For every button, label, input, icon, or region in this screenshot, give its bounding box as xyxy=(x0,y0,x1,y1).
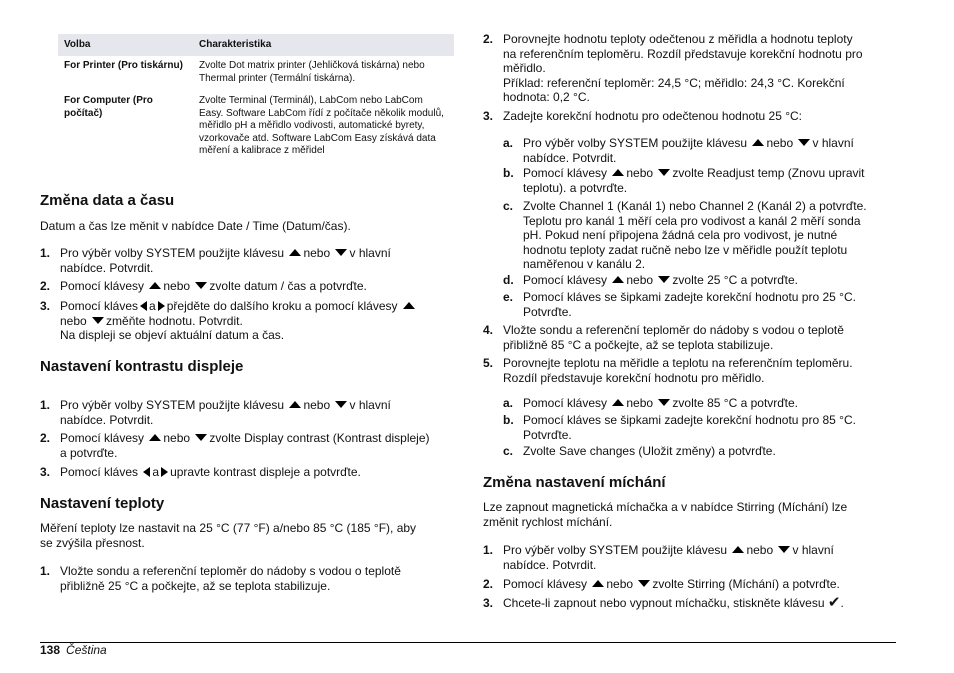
arrow-down-icon xyxy=(335,249,347,256)
section-intro: Datum a čas lze měnit v nabídce Date / Time (Datum/čas). xyxy=(40,219,351,233)
item-text: Chcete-li zapnout nebo vypnout míchačku, stiskněte klávesu xyxy=(503,596,825,610)
item-body xyxy=(503,323,844,352)
item-text: Pomocí kláves xyxy=(60,299,139,313)
item-number: 3. xyxy=(483,596,494,610)
arrow-down-icon xyxy=(92,317,104,324)
table-cell-desc: Zvolte Terminal (Terminál), LabCom nebo LabCom Easy. Software LabCom řídí z počítače několik modulů, měřidlo pH a měřidlo vodivosti, automatické byrety, vzorkovače atd. Software LabCom Easy získává data měření a kalibrace z měřidel xyxy=(199,95,444,156)
item-text: změňte hodnotu. Potvrdit. xyxy=(106,313,243,328)
item-text: nabídce. Potvrdit. xyxy=(60,412,154,427)
item-text: zvolte Readjust temp (Znovu upravit xyxy=(672,166,865,180)
item-number: 1. xyxy=(40,398,51,412)
item-number: 3. xyxy=(483,109,494,123)
item-text: nebo xyxy=(60,313,87,328)
item-text: Potvrďte. xyxy=(523,304,572,319)
item-text: pH. Pokud není připojena žádná cela pro vodivost, je nutné xyxy=(523,228,838,242)
table-cell-option: For Printer (Pro tiskárnu) xyxy=(64,60,183,71)
arrow-down-icon xyxy=(658,276,670,283)
arrow-up-icon xyxy=(403,302,415,309)
item-text: Na displeji se objeví aktuální datum a čas. xyxy=(60,328,285,342)
arrow-down-icon xyxy=(778,546,790,553)
item-text: zvolte Display contrast (Kontrast displeje) xyxy=(209,431,430,445)
item-text: přibližně 85 °C a počkejte, až se teplota stabilizuje. xyxy=(503,337,774,352)
item-text: Pomocí kláves xyxy=(60,465,139,479)
item-body xyxy=(503,32,863,105)
item-text: Pro výběr volby SYSTEM použijte klávesu xyxy=(60,398,285,412)
section-title-date-time: Změna data a času xyxy=(40,192,175,209)
item-body xyxy=(60,299,417,343)
section-intro xyxy=(483,500,896,529)
item-number: 2. xyxy=(40,279,51,293)
page-number: 138 xyxy=(40,643,61,657)
intro-line: změnit rychlost míchání. xyxy=(483,514,613,529)
item-text: v hlavní xyxy=(792,543,834,557)
arrow-up-icon xyxy=(732,546,744,553)
arrow-up-icon xyxy=(289,249,301,256)
item-letter: b. xyxy=(503,413,514,427)
item-text: v hlavní xyxy=(349,246,391,260)
item-text: Zvolte Save changes (Uložit změny) a potvrďte. xyxy=(523,444,776,458)
arrow-left-icon xyxy=(140,301,147,311)
arrow-down-icon xyxy=(195,434,207,441)
item-text: nabídce. Potvrdit. xyxy=(523,150,617,165)
table-row xyxy=(58,56,454,91)
item-text: Potvrďte. xyxy=(523,427,572,442)
item-text: nabídce. Potvrdit. xyxy=(503,557,597,572)
item-body xyxy=(503,543,834,572)
item-body xyxy=(523,413,856,442)
intro-line: Měření teploty lze nastavit na 25 °C (77 °F) a/nebo 85 °C (185 °F), aby xyxy=(40,521,417,535)
section-title-stirring: Změna nastavení míchání xyxy=(483,474,666,491)
arrow-down-icon xyxy=(335,401,347,408)
item-text: nebo xyxy=(163,279,191,293)
item-text: nebo xyxy=(626,273,654,287)
item-text: hodnotu teploty zadat ručně nebo lze v měřidle použít teplotu xyxy=(523,242,848,257)
intro-line: Lze zapnout magnetická míchačka a v nabídce Stirring (Míchání) lze xyxy=(483,500,848,514)
item-text: hodnota: 0,2 °C. xyxy=(503,90,590,104)
item-letter: c. xyxy=(503,444,514,458)
arrow-left-icon xyxy=(143,467,150,477)
item-body xyxy=(60,431,430,460)
item-text: a potvrďte. xyxy=(60,445,118,460)
item-number: 1. xyxy=(483,543,494,557)
item-text: zvolte 25 °C a potvrďte. xyxy=(672,273,798,287)
item-text: upravte kontrast displeje a potvrďte. xyxy=(170,465,361,479)
arrow-up-icon xyxy=(612,276,624,283)
item-letter: b. xyxy=(503,166,514,180)
item-text: Pomocí klávesy xyxy=(503,577,588,591)
item-text: a xyxy=(149,299,156,313)
item-letter: d. xyxy=(503,273,514,287)
item-text: zvolte datum / čas a potvrďte. xyxy=(209,279,367,293)
item-letter: a. xyxy=(503,136,514,150)
item-number: 2. xyxy=(40,431,51,445)
item-text: nabídce. Potvrdit. xyxy=(60,260,154,275)
arrow-up-icon xyxy=(752,139,764,146)
item-text: Zvolte Channel 1 (Kanál 1) nebo Channel 2 (Kanál 2) a potvrďte. xyxy=(523,199,867,213)
item-body xyxy=(523,166,865,195)
arrow-down-icon xyxy=(638,580,650,587)
item-number: 2. xyxy=(483,32,494,46)
arrow-up-icon xyxy=(592,580,604,587)
arrow-up-icon xyxy=(149,282,161,289)
item-number: 1. xyxy=(40,564,51,578)
item-body xyxy=(60,465,361,480)
options-table xyxy=(58,34,454,164)
item-text: zvolte 85 °C a potvrďte. xyxy=(672,396,798,410)
item-text: zvolte Stirring (Míchání) a potvrďte. xyxy=(652,577,840,591)
item-text: nebo xyxy=(766,136,794,150)
item-text: Pomocí kláves se šipkami zadejte korekční hodnotu pro 85 °C. xyxy=(523,413,856,427)
item-text: v hlavní xyxy=(349,398,391,412)
item-body xyxy=(523,199,867,272)
section-intro xyxy=(40,521,455,550)
table-cell-desc: Zvolte Dot matrix printer (Jehličková tiskárna) nebo Thermal printer (Termální tiskárna). xyxy=(199,60,425,84)
arrow-down-icon xyxy=(658,399,670,406)
item-body xyxy=(503,596,844,611)
item-text: naměřenou v kanálu 2. xyxy=(523,257,646,271)
item-letter: e. xyxy=(503,290,514,304)
footer-language: Čeština xyxy=(66,643,107,657)
item-text: teplotu). a potvrďte. xyxy=(523,180,628,195)
item-body xyxy=(60,246,391,275)
item-text: a xyxy=(152,465,160,479)
item-number: 2. xyxy=(483,577,494,591)
item-text: nebo xyxy=(626,166,654,180)
item-number: 4. xyxy=(483,323,494,337)
item-body xyxy=(60,279,367,294)
page-footer xyxy=(40,643,107,657)
item-number: 5. xyxy=(483,356,494,370)
item-text: měřidlo. xyxy=(503,61,546,75)
item-number: 1. xyxy=(40,246,51,260)
item-text: nebo xyxy=(303,398,331,412)
item-letter: a. xyxy=(503,396,514,410)
arrow-down-icon xyxy=(658,169,670,176)
item-text: přejděte do dalšího kroku a pomocí klávesy xyxy=(166,299,398,313)
item-number: 3. xyxy=(40,299,51,313)
arrow-up-icon xyxy=(612,399,624,406)
item-text: nebo xyxy=(163,431,191,445)
item-letter: c. xyxy=(503,199,514,213)
table-header-row xyxy=(58,34,454,56)
item-text: v hlavní xyxy=(812,136,854,150)
item-text: Vložte sondu a referenční teploměr do nádoby s vodou o teplotě xyxy=(60,564,401,578)
item-body xyxy=(523,136,854,165)
item-text: Pro výběr volby SYSTEM použijte klávesu xyxy=(60,246,285,260)
table-header: Charakteristika xyxy=(193,34,454,56)
item-body xyxy=(503,577,840,592)
check-icon: ✔ xyxy=(827,594,841,611)
item-text: přibližně 25 °C a počkejte, až se teplota stabilizuje. xyxy=(60,578,331,593)
item-body xyxy=(60,398,391,427)
item-text: Porovnejte teplotu na měřidle a teplotu na referenčním teploměru. xyxy=(503,356,853,370)
footer-divider xyxy=(40,642,896,643)
item-body xyxy=(60,564,401,593)
item-text: nebo xyxy=(606,577,634,591)
item-text: nebo xyxy=(303,246,331,260)
arrow-right-icon xyxy=(161,467,168,477)
item-text: Pomocí klávesy xyxy=(60,279,145,293)
arrow-down-icon xyxy=(798,139,810,146)
item-body xyxy=(503,356,853,385)
item-body xyxy=(523,396,798,411)
intro-line: se zvýšila přesnost. xyxy=(40,535,145,550)
item-body xyxy=(523,273,798,288)
arrow-up-icon xyxy=(149,434,161,441)
item-text: . xyxy=(840,596,844,610)
table-cell-option: For Computer (Pro počítač) xyxy=(64,95,153,119)
item-text: Zadejte korekční hodnotu pro odečtenou hodnotu 25 °C: xyxy=(503,109,803,123)
section-title-temperature: Nastavení teploty xyxy=(40,495,165,512)
item-text: Pomocí klávesy xyxy=(523,273,608,287)
arrow-down-icon xyxy=(195,282,207,289)
item-text: Teplotu pro kanál 1 měří cela pro vodivost a kanál 2 měří sonda xyxy=(523,213,861,228)
item-text: Rozdíl představuje korekční hodnotu pro měřidlo. xyxy=(503,370,765,385)
item-text: Pomocí kláves se šipkami zadejte korekční hodnotu pro 25 °C. xyxy=(523,290,856,304)
section-title-display-contrast: Nastavení kontrastu displeje xyxy=(40,358,244,375)
item-body xyxy=(523,290,856,319)
item-text: Pomocí klávesy xyxy=(523,396,608,410)
item-text: Pro výběr volby SYSTEM použijte klávesu xyxy=(503,543,728,557)
arrow-right-icon xyxy=(158,301,165,311)
item-number: 3. xyxy=(40,465,51,479)
table-row xyxy=(58,91,454,164)
item-text: Pomocí klávesy xyxy=(60,431,145,445)
arrow-up-icon xyxy=(612,169,624,176)
item-text: na referenčním teploměru. Rozdíl představuje korekční hodnotu pro xyxy=(503,46,863,61)
item-text: Příklad: referenční teploměr: 24,5 °C; měřidlo: 24,3 °C. Korekční xyxy=(503,75,845,90)
item-text: Pro výběr volby SYSTEM použijte klávesu xyxy=(523,136,748,150)
arrow-up-icon xyxy=(289,401,301,408)
table-header: Volba xyxy=(58,34,193,56)
item-text: Vložte sondu a referenční teploměr do nádoby s vodou o teplotě xyxy=(503,323,844,337)
item-text: Porovnejte hodnotu teploty odečtenou z měřidla a hodnotu teploty xyxy=(503,32,853,46)
item-text: Pomocí klávesy xyxy=(523,166,608,180)
item-text: nebo xyxy=(746,543,774,557)
item-text: nebo xyxy=(626,396,654,410)
